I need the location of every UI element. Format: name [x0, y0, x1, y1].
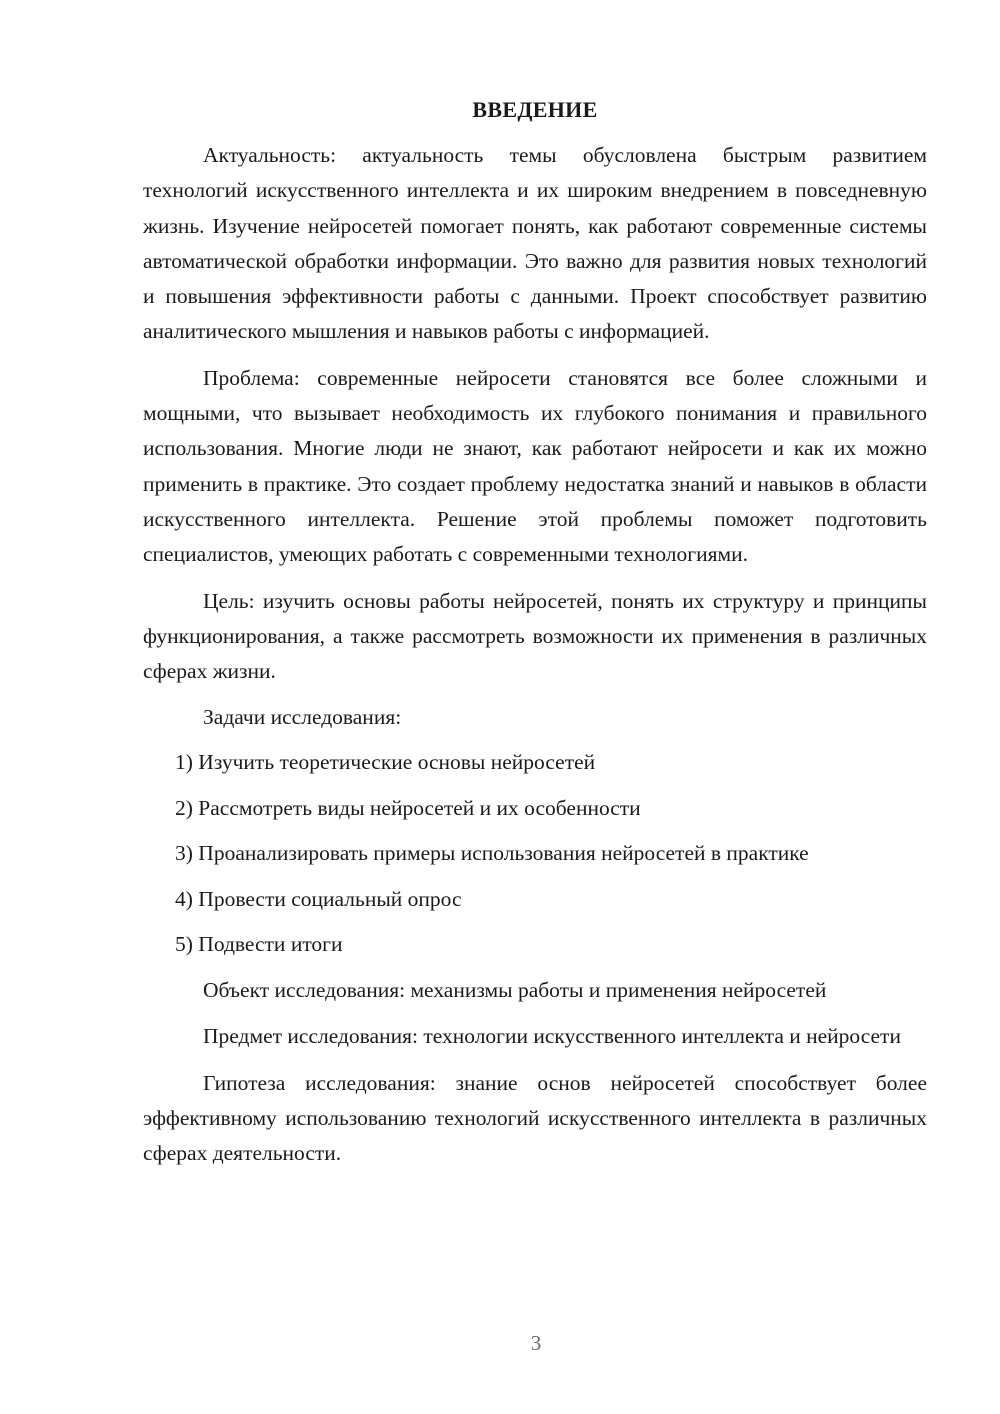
list-item [143, 927, 927, 962]
list-item [143, 745, 927, 780]
subject-paragraph: Предмет исследования: технологии искусственного интеллекта и нейросети [203, 1024, 901, 1049]
list-item-number: 2) [175, 795, 193, 820]
hypothesis-paragraph: Гипотеза исследования: знание основ нейросетей способствует более эффективному использованию технологий искусственного интеллекта в различных сферах деятельности. [143, 1070, 927, 1166]
list-item-text: Рассмотреть виды нейросетей и их особенности [198, 795, 641, 820]
page-content [143, 96, 927, 1171]
list-item-text: Провести социальный опрос [198, 886, 462, 911]
goal-paragraph: Цель: изучить основы работы нейросетей, понять их структуру и принципы функционирования, а также рассмотреть возможности их применения в различных сферах жизни. [143, 588, 927, 684]
page-number: 3 [530, 1331, 542, 1355]
list-item-number: 5) [175, 932, 193, 957]
list-item-text: Подвести итоги [198, 932, 343, 957]
list-item [143, 791, 927, 826]
list-item-number: 4) [175, 886, 193, 911]
problem-paragraph: Проблема: современные нейросети становятся все более сложными и мощными, что вызывает необходимость их глубокого понимания и правильного использования. Многие люди не знают, как работают нейросети и как их можно применить в практике. Это создает проблему недостатка знаний и навыков в области искусственного интеллекта. Решение этой проблемы поможет подготовить специалистов, умеющих работать с современными технологиями. [143, 365, 927, 567]
task-list [143, 745, 927, 962]
relevance-paragraph: Актуальность: актуальность темы обусловлена быстрым развитием технологий искусственного интеллекта и их широким внедрением в повседневную жизнь. Изучение нейросетей помогает понять, как работают современные системы автоматической обработки информации. Это важно для развития новых технологий и повышения эффективности работы с данными. Проект способствует развитию аналитического мышления и навыков работы с информацией. [143, 143, 927, 344]
page-title: ВВЕДЕНИЕ [472, 97, 598, 122]
list-item [143, 882, 927, 917]
list-item-number: 1) [175, 750, 193, 775]
list-item-text: Проанализировать примеры использования нейросетей в практике [198, 841, 809, 866]
list-item-number: 3) [175, 841, 193, 866]
list-item [143, 836, 927, 871]
tasks-heading: Задачи исследования: [203, 705, 402, 730]
object-paragraph: Объект исследования: механизмы работы и применения нейросетей [203, 977, 827, 1002]
list-item-text: Изучить теоретические основы нейросетей [198, 750, 596, 775]
